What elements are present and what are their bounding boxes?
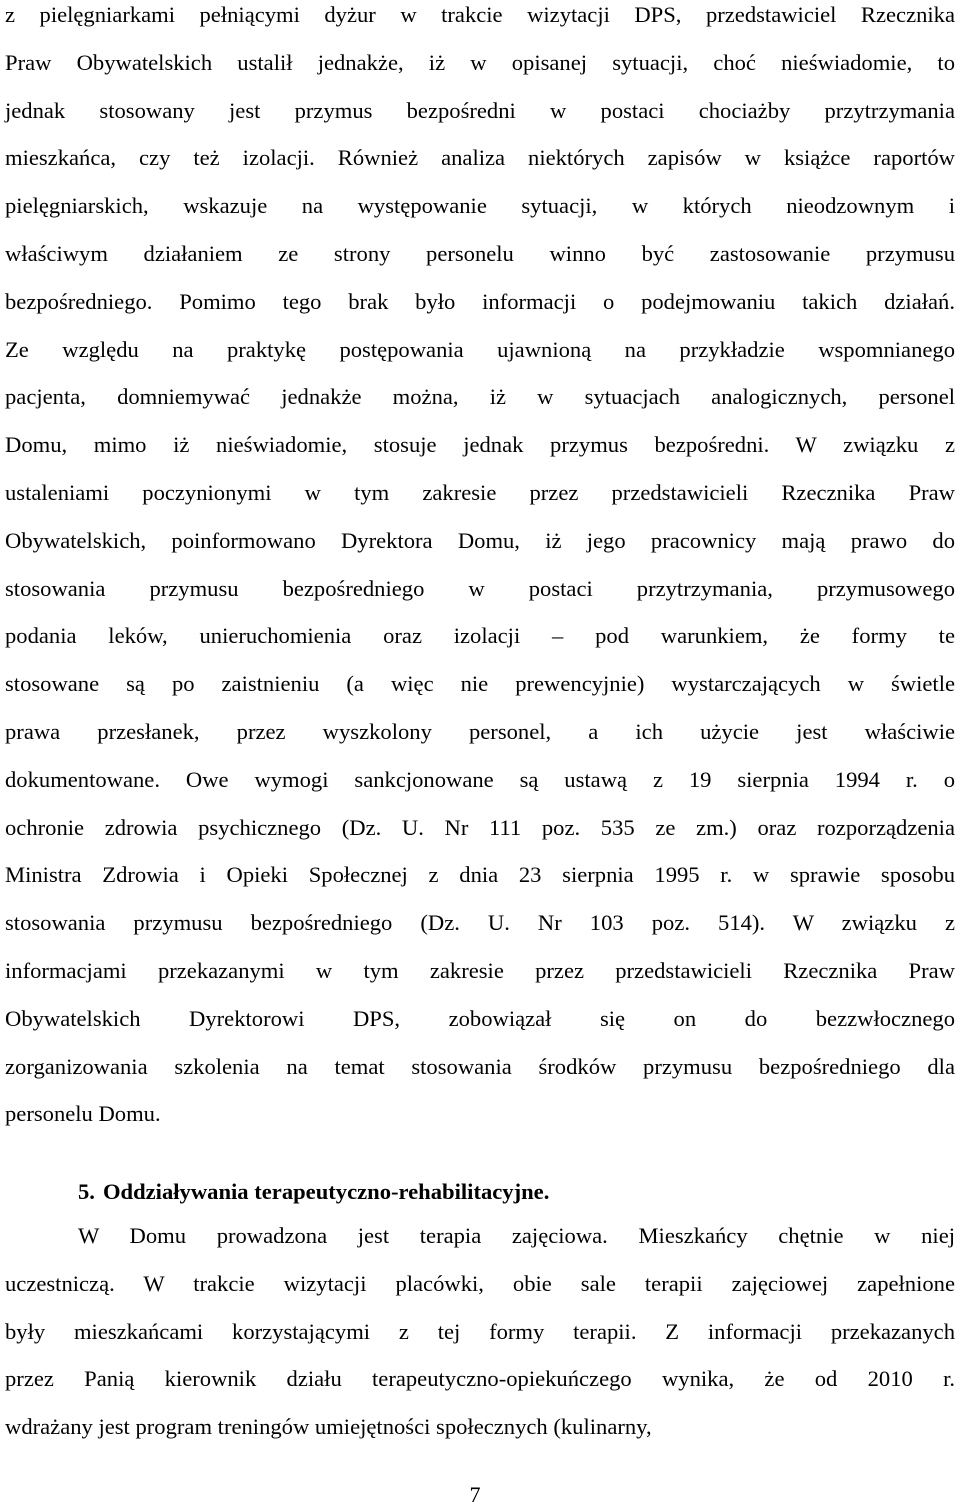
section-title: Oddziaływania terapeutyczno-rehabilitacyjne. <box>102 1179 550 1204</box>
section-number: 5. <box>78 1179 95 1204</box>
text-line: właściwym działaniem ze strony personelu winno być zastosowanie przymusu <box>5 240 955 266</box>
text-line: przez Panią kierownik działu terapeutyczno-opiekuńczego wynika, że od 2010 r. <box>5 1366 955 1392</box>
text-line: Obywatelskich, poinformowano Dyrektora Domu, iż jego pracownicy mają prawo do <box>5 527 955 553</box>
text-line: były mieszkańcami korzystającymi z tej formy terapii. Z informacji przekazanych <box>5 1318 955 1344</box>
text-line: zorganizowania szkolenia na temat stosowania środków przymusu bezpośredniego dla <box>5 1053 955 1079</box>
text-line: W Domu prowadzona jest terapia zajęciowa. Mieszkańcy chętnie w niej <box>78 1223 955 1248</box>
section-paragraph <box>5 1212 955 1451</box>
text-line: dokumentowane. Owe wymogi sankcjonowane są ustawą z 19 sierpnia 1994 r. o <box>5 766 955 792</box>
text-line: bezpośredniego. Pomimo tego brak było informacji o podejmowaniu takich działań. <box>5 288 955 314</box>
text-line: stosowane są po zaistnieniu (a więc nie prewencyjnie) wystarczających w świetle <box>5 671 955 697</box>
text-line: informacjami przekazanymi w tym zakresie przez przedstawicieli Rzecznika Praw <box>5 957 955 983</box>
text-line: wdrażany jest program treningów umiejętności społecznych (kulinarny, <box>5 1414 652 1440</box>
text-line: personelu Domu. <box>5 1101 161 1127</box>
text-line: stosowania przymusu bezpośredniego w postaci przytrzymania, przymusowego <box>5 575 955 601</box>
text-line: ustaleniami poczynionymi w tym zakresie przez przedstawicieli Rzecznika Praw <box>5 479 955 505</box>
text-line: pielęgniarskich, wskazuje na występowanie sytuacji, w których nieodzownym i <box>5 193 955 219</box>
text-line: Ze względu na praktykę postępowania ujawnioną na przykładzie wspomnianego <box>5 336 955 362</box>
text-line: stosowania przymusu bezpośredniego (Dz. U. Nr 103 poz. 514). W związku z <box>5 910 955 936</box>
text-line: podania leków, unieruchomienia oraz izolacji – pod warunkiem, że formy te <box>5 623 955 649</box>
text-line: Obywatelskich Dyrektorowi DPS, zobowiązał się on do bezzwłocznego <box>5 1005 955 1031</box>
text-line: pacjenta, domniemywać jednakże można, iż w sytuacjach analogicznych, personel <box>5 384 955 410</box>
document-page <box>5 0 955 1509</box>
body-paragraph <box>5 0 955 1138</box>
text-line: Domu, mimo iż nieświadomie, stosuje jednak przymus bezpośredni. W związku z <box>5 432 955 458</box>
text-line: mieszkańca, czy też izolacji. Również analiza niektórych zapisów w książce raportów <box>5 145 955 171</box>
text-line: ochronie zdrowia psychicznego (Dz. U. Nr 111 poz. 535 ze zm.) oraz rozporządzenia <box>5 814 955 840</box>
section-heading <box>5 1168 955 1216</box>
text-line: jednak stosowany jest przymus bezpośredni w postaci chociażby przytrzymania <box>5 97 955 123</box>
page-number: 7 <box>469 1482 481 1507</box>
text-line: prawa przesłanek, przez wyszkolony personel, a ich użycie jest właściwie <box>5 718 955 744</box>
text-line: Ministra Zdrowia i Opieki Społecznej z dnia 23 sierpnia 1995 r. w sprawie sposobu <box>5 862 955 888</box>
text-line: z pielęgniarkami pełniącymi dyżur w trakcie wizytacji DPS, przedstawiciel Rzecznika <box>5 2 955 27</box>
text-line: Praw Obywatelskich ustalił jednakże, iż w opisanej sytuacji, choć nieświadomie, to <box>5 49 955 75</box>
text-line: uczestniczą. W trakcie wizytacji placówki, obie sale terapii zajęciowej zapełnione <box>5 1270 955 1296</box>
